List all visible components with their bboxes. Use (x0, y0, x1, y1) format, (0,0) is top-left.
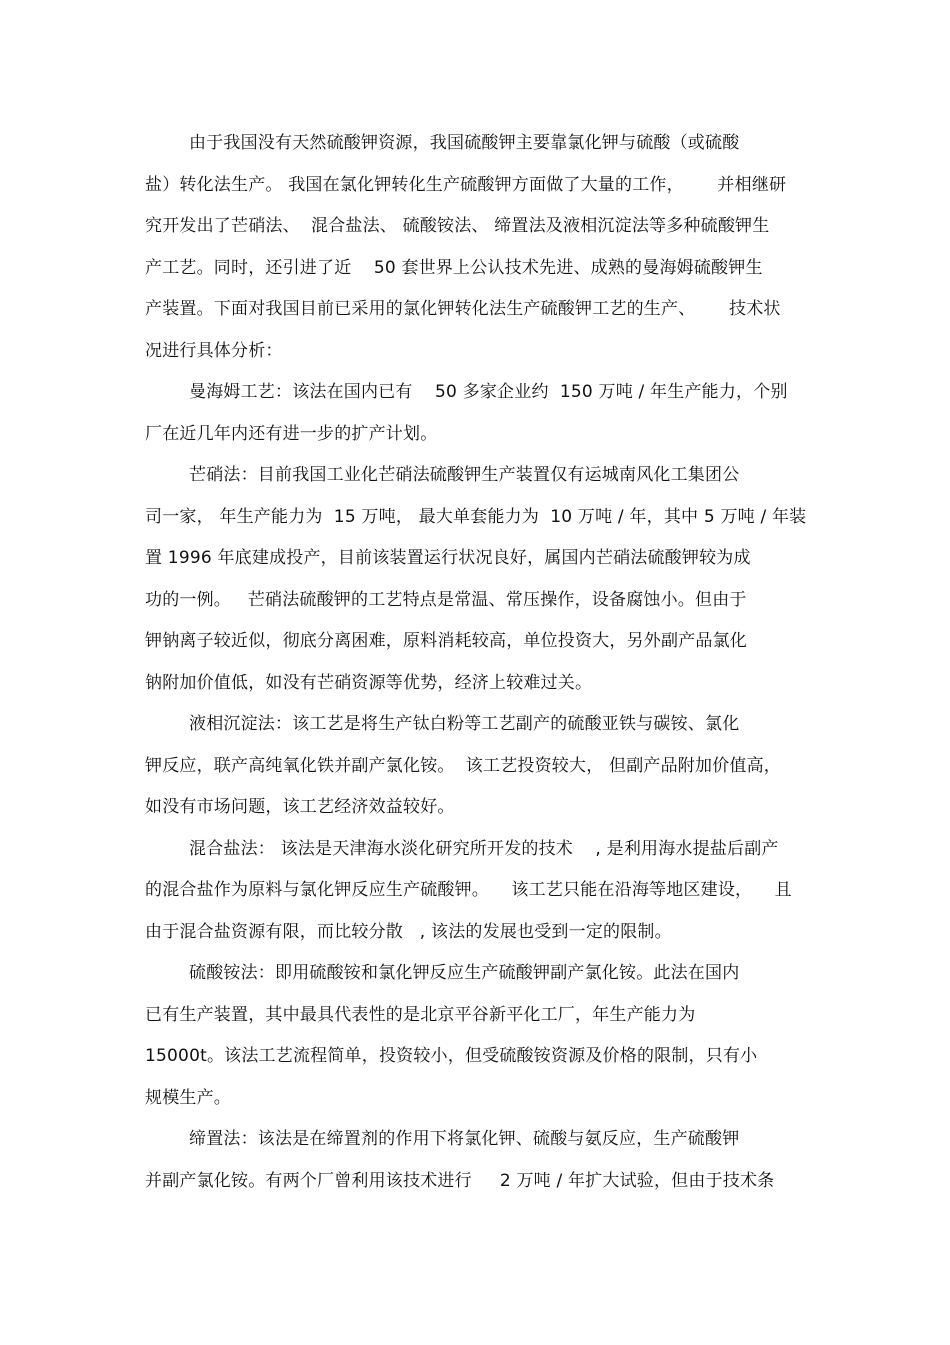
paragraph-line: 钠附加价值低，如没有芒硝资源等优势，经济上较难过关。 (145, 672, 593, 693)
paragraph-line: 混合盐法： 该法是天津海水淡化研究所开发的技术 , 是利用海水提盐后副产 (189, 838, 779, 859)
paragraph-line: 产工艺。同时，还引进了近 50 套世界上公认技术先进、成熟的曼海姆硫酸钾生 (145, 257, 763, 278)
paragraph-line: 置 1996 年底建成投产，目前该装置运行状况良好，属国内芒硝法硫酸钾较为成 (145, 548, 751, 568)
paragraph-line: 液相沉淀法：该工艺是将生产钛白粉等工艺副产的硫酸亚铁与碳铵、氯化 (189, 714, 740, 734)
paragraph-line: 硫酸铵法：即用硫酸铵和氯化钾反应生产硫酸钾副产氯化铵。此法在国内 (189, 963, 740, 983)
paragraph-line: 盐）转化法生产。 我国在氯化钾转化生产硫酸钾方面做了大量的工作， 并相继研 (145, 174, 787, 195)
paragraph-line: 由于混合盐资源有限，而比较分散 , 该法的发展也受到一定的限制。 (145, 921, 672, 942)
paragraph-line: 况进行具体分析： (145, 340, 283, 361)
paragraph-line: 芒硝法：目前我国工业化芒硝法硫酸钾生产装置仅有运城南风化工集团公 (189, 465, 740, 485)
paragraph-line: 已有生产装置，其中最具代表性的是北京平谷新平化工厂，年生产能力为 (145, 1004, 696, 1025)
paragraph-line: 的混合盐作为原料与氯化钾反应生产硫酸钾。 该工艺只能在沿海等地区建设， 且 (145, 880, 792, 900)
paragraph-line: 由于我国没有天然硫酸钾资源，我国硫酸钾主要靠氯化钾与硫酸（或硫酸 (189, 133, 740, 153)
paragraph-line: 究开发出了芒硝法、 混合盐法、 硫酸铵法、 缔置法及液相沉淀法等多种硫酸钾生 (145, 216, 770, 236)
paragraph-line: 功的一例。 芒硝法硫酸钾的工艺特点是常温、常压操作，设备腐蚀小。但由于 (145, 589, 747, 610)
paragraph-line: 规模生产。 (145, 1087, 231, 1108)
paragraph-line: 如没有市场问题，该工艺经济效益较好。 (145, 797, 455, 817)
paragraph-line: 钾钠离子较近似，彻底分离困难，原料消耗较高，单位投资大，另外副产品氯化 (145, 631, 747, 651)
paragraph-line: 钾反应，联产高纯氧化铁并副产氯化铵。 该工艺投资较大， 但副产品附加价值高， (145, 755, 782, 776)
paragraph-line: 15000t。该法工艺流程简单，投资较小，但受硫酸铵资源及价格的限制，只有小 (145, 1046, 758, 1066)
paragraph-line: 司一家， 年生产能力为 15 万吨， 最大单套能力为 10 万吨 / 年，其中 5 万吨 / 年装 (145, 506, 807, 527)
paragraph-line: 曼海姆工艺：该法在国内已有 50 多家企业约 150 万吨 / 年生产能力，个别 (189, 382, 788, 402)
paragraph-line: 缔置法：该法是在缔置剂的作用下将氯化钾、硫酸与氨反应，生产硫酸钾 (189, 1129, 740, 1149)
body-text (145, 128, 825, 1207)
paragraph-line: 产装置。下面对我国目前已采用的氯化钾转化法生产硫酸钾工艺的生产、 技术状 (145, 299, 781, 319)
paragraph-line: 并副产氯化铵。有两个厂曾利用该技术进行 2 万吨 / 年扩大试验，但由于技术条 (145, 1170, 775, 1191)
paragraph-line: 厂在近几年内还有进一步的扩产计划。 (145, 423, 438, 444)
